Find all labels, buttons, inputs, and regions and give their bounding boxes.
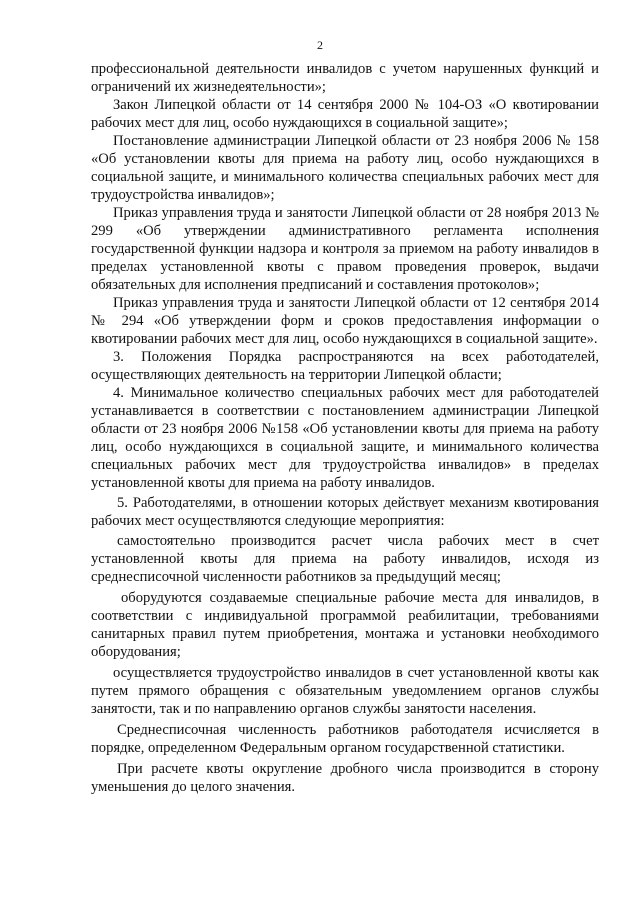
paragraph-measure-2: оборудуются создаваемые специальные рабочие места для инвалидов, в соответствии с индивидуальной программой реабилитации, требованиями санитарных правил путем приобретения, монтажа и установки необходимого оборудования;: [91, 590, 599, 660]
paragraph-headcount: Среднесписочная численность работников работодателя исчисляется в порядке, определенном Федеральным органом государственной статистики.: [91, 722, 599, 756]
paragraph-law-104: Закон Липецкой области от 14 сентября 2000 № 104-ОЗ «О квотировании рабочих мест для лиц, особо нуждающихся в социальной защите»;: [91, 97, 599, 131]
paragraph-item-5: 5. Работодателями, в отношении которых действует механизм квотирования рабочих мест осуществляются следующие мероприятия:: [91, 495, 599, 529]
paragraph-measure-1: самостоятельно производится расчет числа рабочих мест в счет установленной квоты для приема на работу инвалидов, исходя из среднесписочной численности работников за предыдущий месяц;: [91, 533, 599, 585]
paragraph-measure-3: осуществляется трудоустройство инвалидов в счет установленной квоты как путем прямого обращения с обязательным уведомлением органов службы занятости, так и по направлению органов службы занятости населения.: [91, 665, 599, 717]
paragraph-item-4: 4. Минимальное количество специальных рабочих мест для работодателей устанавливается в соответствии с постановлением администрации Липецкой области от 23 ноября 2006 №158 «Об установлении квоты для приема на работу лиц, особо нуждающихся в социальной защите, и минимального количества специальных рабочих мест для трудоустройства инвалидов» в пределах установленной квоты для приема на работу инвалидов.: [91, 385, 599, 491]
paragraph-rounding: При расчете квоты округление дробного числа производится в сторону уменьшения до целого значения.: [91, 761, 599, 795]
paragraph-resolution-158: Постановление администрации Липецкой области от 23 ноября 2006 № 158 «Об установлении квоты для приема на работу лиц, особо нуждающихся в социальной защите, и минимального количества специальных рабочих мест для трудоустройства инвалидов»;: [91, 133, 599, 203]
paragraph-order-294: Приказ управления труда и занятости Липецкой области от 12 сентября 2014 № 294 «Об утверждении форм и сроков предоставления информации о квотировании рабочих мест для лиц, особо нуждающихся в социальной защите».: [91, 295, 599, 347]
paragraph-order-299: Приказ управления труда и занятости Липецкой области от 28 ноября 2013 № 299 «Об утверждении административного регламента исполнения государственной функции надзора и контроля за приемом на работу инвалидов в пределах установленной квоты с правом проведения проверок, выдачи обязательных для исполнения предписаний и составления протоколов»;: [91, 205, 599, 293]
page-number: 2: [317, 38, 323, 52]
document-body: [91, 60, 599, 796]
paragraph-item-3: 3. Положения Порядка распространяются на всех работодателей, осуществляющих деятельность на территории Липецкой области;: [91, 349, 599, 383]
paragraph-continuation: профессиональной деятельности инвалидов с учетом нарушенных функций и ограничений их жизнедеятельности»;: [91, 61, 599, 95]
